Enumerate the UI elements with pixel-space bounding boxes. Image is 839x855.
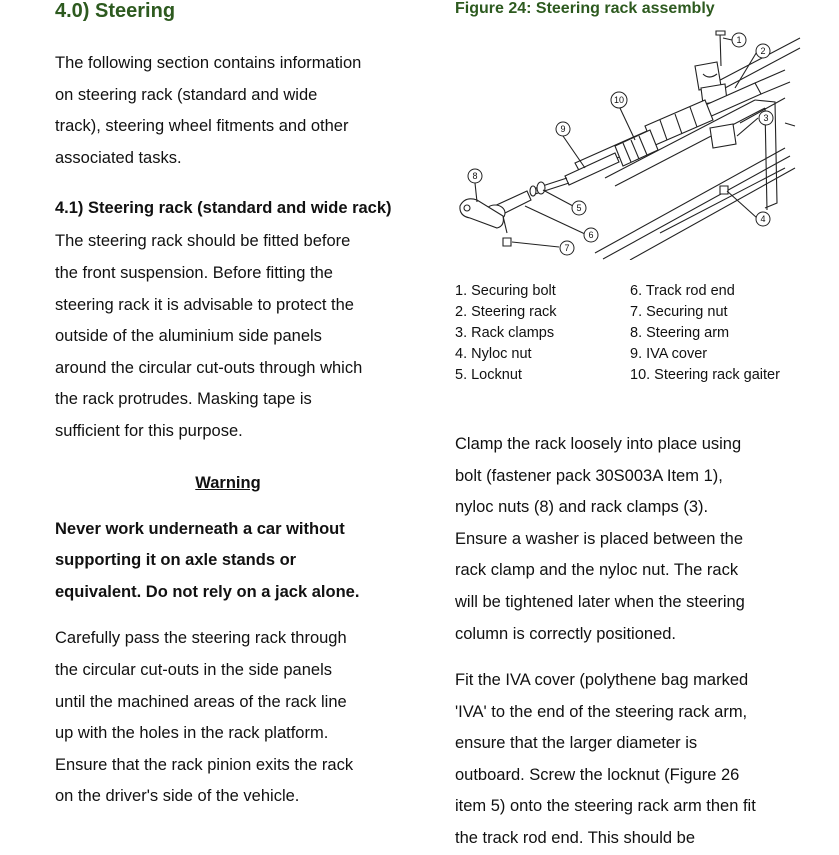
warning-body [55, 514, 401, 609]
svg-text:8: 8 [472, 171, 478, 181]
figure-legend-col2 [630, 281, 780, 386]
locknut [530, 182, 545, 196]
callout-10 [611, 92, 627, 108]
callout-8 [468, 169, 482, 183]
legend-item: 3. Rack clamps [455, 325, 555, 341]
callout-7 [560, 241, 574, 255]
callout-5 [572, 201, 586, 215]
paragraph-line: up with the holes in the rack platform. [55, 724, 329, 743]
left-column [55, 0, 401, 813]
right-column [455, 0, 800, 18]
paragraph-line: the rack protrudes. Masking tape is [55, 390, 312, 409]
paragraph-line: Fit the IVA cover (polythene bag marked [455, 671, 749, 689]
svg-text:4: 4 [760, 214, 766, 224]
warning-line: equivalent. Do not rely on a jack alone. [55, 582, 360, 601]
paragraph-line: 'IVA' to the end of the steering rack arm, [455, 702, 748, 721]
paragraph-pass-rack [55, 623, 401, 813]
figure-title: Figure 24: Steering rack assembly [455, 0, 715, 17]
svg-text:7: 7 [564, 243, 570, 253]
callout-4 [756, 212, 770, 226]
callout-9 [556, 122, 570, 136]
intro-line: track), steering wheel fitments and other [55, 117, 349, 136]
legend-item: 5. Locknut [455, 367, 522, 383]
legend-item: 9. IVA cover [630, 346, 708, 362]
callout-6 [584, 228, 598, 242]
warning-line: Never work underneath a car without [55, 519, 345, 538]
subsection-title: 4.1) Steering rack (standard and wide rack) [55, 199, 392, 218]
intro-line: associated tasks. [55, 148, 182, 167]
paragraph-line: column is correctly positioned. [455, 624, 677, 643]
svg-text:5: 5 [576, 203, 582, 213]
paragraph-fit-before-suspension [55, 226, 401, 447]
paragraph-clamp-rack [455, 429, 800, 650]
paragraph-line: until the machined areas of the rack line [55, 692, 347, 711]
legend-item: 6. Track rod end [630, 283, 735, 299]
paragraph-line: ensure that the larger diameter is [455, 734, 698, 753]
paragraph-line: item 5) onto the steering rack arm then fit [455, 797, 756, 816]
legend-item: 10. Steering rack gaiter [630, 367, 780, 383]
paragraph-line: on the driver's side of the vehicle. [55, 787, 300, 806]
paragraph-line: bolt (fastener pack 30S003A Item 1), [455, 466, 723, 485]
legend-item: 4. Nyloc nut [455, 346, 532, 362]
svg-text:6: 6 [588, 230, 594, 240]
callout-1 [732, 33, 746, 47]
svg-text:3: 3 [763, 113, 769, 123]
paragraph-line: will be tightened later when the steering [455, 592, 745, 611]
paragraph-line: the track rod end. This should be [455, 828, 696, 847]
paragraph-line: outboard. Screw the locknut (Figure 26 [455, 765, 740, 784]
svg-text:1: 1 [736, 35, 742, 45]
intro-line: on steering rack (standard and wide [55, 85, 318, 104]
figure-legend-col1 [455, 281, 557, 386]
intro-line: The following section contains information [55, 54, 362, 72]
paragraph-line: Ensure a washer is placed between the [455, 529, 744, 548]
paragraph-line: rack clamp and the nyloc nut. The rack [455, 561, 739, 580]
paragraph-line: outside of the aluminium side panels [55, 327, 322, 346]
legend-item: 1. Securing bolt [455, 283, 556, 299]
nyloc-nut [720, 186, 728, 194]
paragraph-line: The steering rack should be fitted before [55, 232, 351, 251]
svg-text:10: 10 [613, 95, 625, 105]
steering-rack-assembly-diagram [455, 28, 805, 260]
legend-item: 8. Steering arm [630, 325, 730, 341]
paragraph-line: nyloc nuts (8) and rack clamps (3). [455, 498, 709, 517]
intro-paragraph [55, 48, 401, 174]
callout-3 [759, 111, 773, 125]
paragraph-line: steering rack it is advisable to protect the [55, 295, 354, 314]
callout-2 [756, 44, 770, 58]
paragraph-line: sufficient for this purpose. [55, 421, 243, 440]
warning-title: Warning [195, 473, 261, 492]
paragraph-line: Clamp the rack loosely into place using [455, 435, 742, 453]
paragraph-line: the circular cut-outs in the side panels [55, 660, 332, 679]
section-title: 4.0) Steering [55, 0, 176, 22]
legend-item: 2. Steering rack [455, 304, 557, 320]
securing-bolt [716, 31, 725, 66]
svg-text:2: 2 [760, 46, 766, 56]
paragraph-fit-iva-cover [455, 665, 800, 855]
svg-text:9: 9 [560, 124, 566, 134]
paragraph-line: around the circular cut-outs through which [55, 358, 363, 377]
warning-line: supporting it on axle stands or [55, 551, 297, 570]
paragraph-line: the front suspension. Before fitting the [55, 263, 333, 282]
paragraph-line: Carefully pass the steering rack through [55, 629, 347, 648]
legend-item: 7. Securing nut [630, 304, 728, 320]
paragraph-line: Ensure that the rack pinion exits the rack [55, 755, 354, 774]
